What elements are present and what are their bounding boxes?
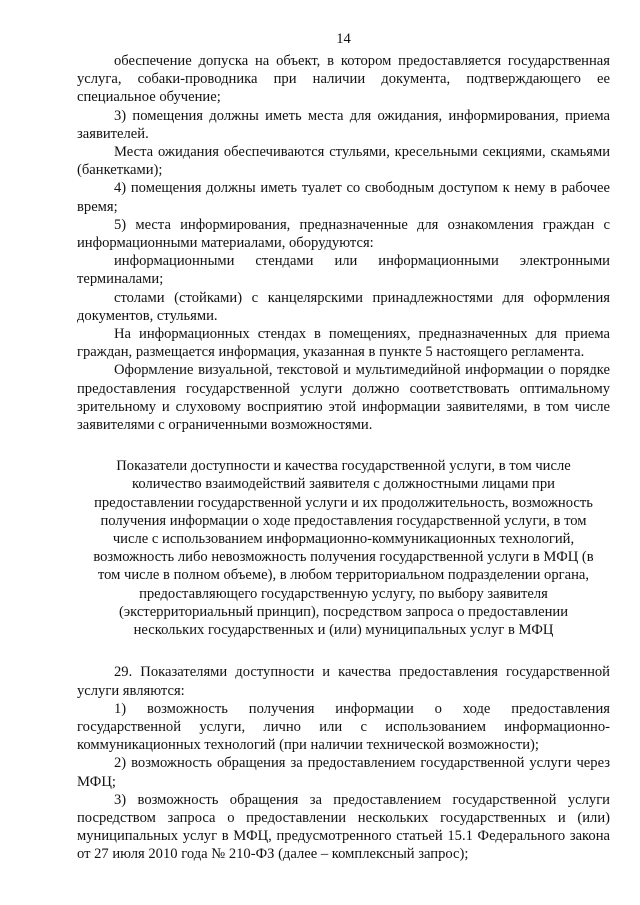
paragraph-stand-info: На информационных стендах в помещениях, предназначенных для приема граждан, размещается информация, указанная в пункте 5 настоящего регламента. [77, 326, 610, 361]
section-heading-line: возможность либо невозможность получения государственной услуги в МФЦ (в [93, 549, 594, 566]
paragraph-item-29-1: 1) возможность получения информации о ходе предоставления государственной услуги, лично или с использованием информационно-коммуникационных технологий (при наличии технической возможности); [77, 700, 610, 754]
paragraph-info-design: Оформление визуальной, текстовой и мультимедийной информации о порядке предоставления государственной услуги должно соответствовать оптимальному зрительному и слуховому восприятию этой информации заявителями, в том числе заявителями с ограниченными возможностями. [77, 362, 610, 434]
section-heading [77, 457, 610, 639]
paragraph-guide-dog: обеспечение допуска на объект, в котором предоставляется государственная услуга, собаки-проводника при наличии документа, подтверждающего ее специальное обучение; [77, 53, 610, 106]
paragraph-toilet: 4) помещения должны иметь туалет со свободным доступом к нему в рабочее время; [77, 180, 610, 215]
section-heading-line: (экстерриториальный принцип), посредством запроса о предоставлении [118, 603, 569, 620]
paragraph-info-stands: информационными стендами или информационными электронными терминалами; [77, 253, 610, 288]
section-heading-line: предоставлении государственной услуги и их продолжительность, возможность [94, 494, 593, 511]
paragraph-waiting-seating: Места ожидания обеспечиваются стульями, кресельными секциями, скамьями (банкетками); [77, 144, 610, 179]
section-heading-line: нескольких государственных и (или) муниципальных услуг в МФЦ [133, 622, 554, 639]
document-page [77, 30, 610, 864]
page-number: 14 [336, 31, 351, 47]
paragraph-item-29-3: 3) возможность обращения за предоставлением государственной услуги посредством запроса о предоставлении нескольких государственных и (или) муниципальных услуг в МФЦ, предусмотренного статьей 15.1 Федерального закона от 27 июля 2010 года № 210-ФЗ (далее – комплексный запрос); [77, 791, 610, 863]
section-heading-line: количество взаимодействий заявителя с должностными лицами при [132, 476, 555, 493]
section-heading-line: предоставляющего государственную услугу, по выбору заявителя [139, 585, 548, 602]
paragraph-info-places: 5) места информирования, предназначенные для ознакомления граждан с информационными материалами, оборудуются: [77, 216, 610, 252]
section-heading-line: том числе в полном объеме), в любом территориальном подразделении органа, [97, 567, 590, 584]
paragraph-waiting-places: 3) помещения должны иметь места для ожидания, информирования, приема заявителей. [77, 107, 610, 142]
paragraph-tables: столами (стойками) с канцелярскими принадлежностями для оформления документов, стульями. [77, 289, 610, 324]
section-heading-line: Показатели доступности и качества государственной услуги, в том числе [116, 458, 571, 475]
paragraph-item-29-2: 2) возможность обращения за предоставлением государственной услуги через МФЦ; [77, 755, 610, 790]
section-heading-line: получения информации о ходе предоставления государственной услуги, в том [100, 512, 587, 529]
paragraph-item-29: 29. Показателями доступности и качества предоставления государственной услуги являются: [77, 664, 610, 699]
spacer [77, 639, 610, 663]
section-heading-line: числе с использованием информационно-коммуникационных технологий, [112, 531, 575, 548]
